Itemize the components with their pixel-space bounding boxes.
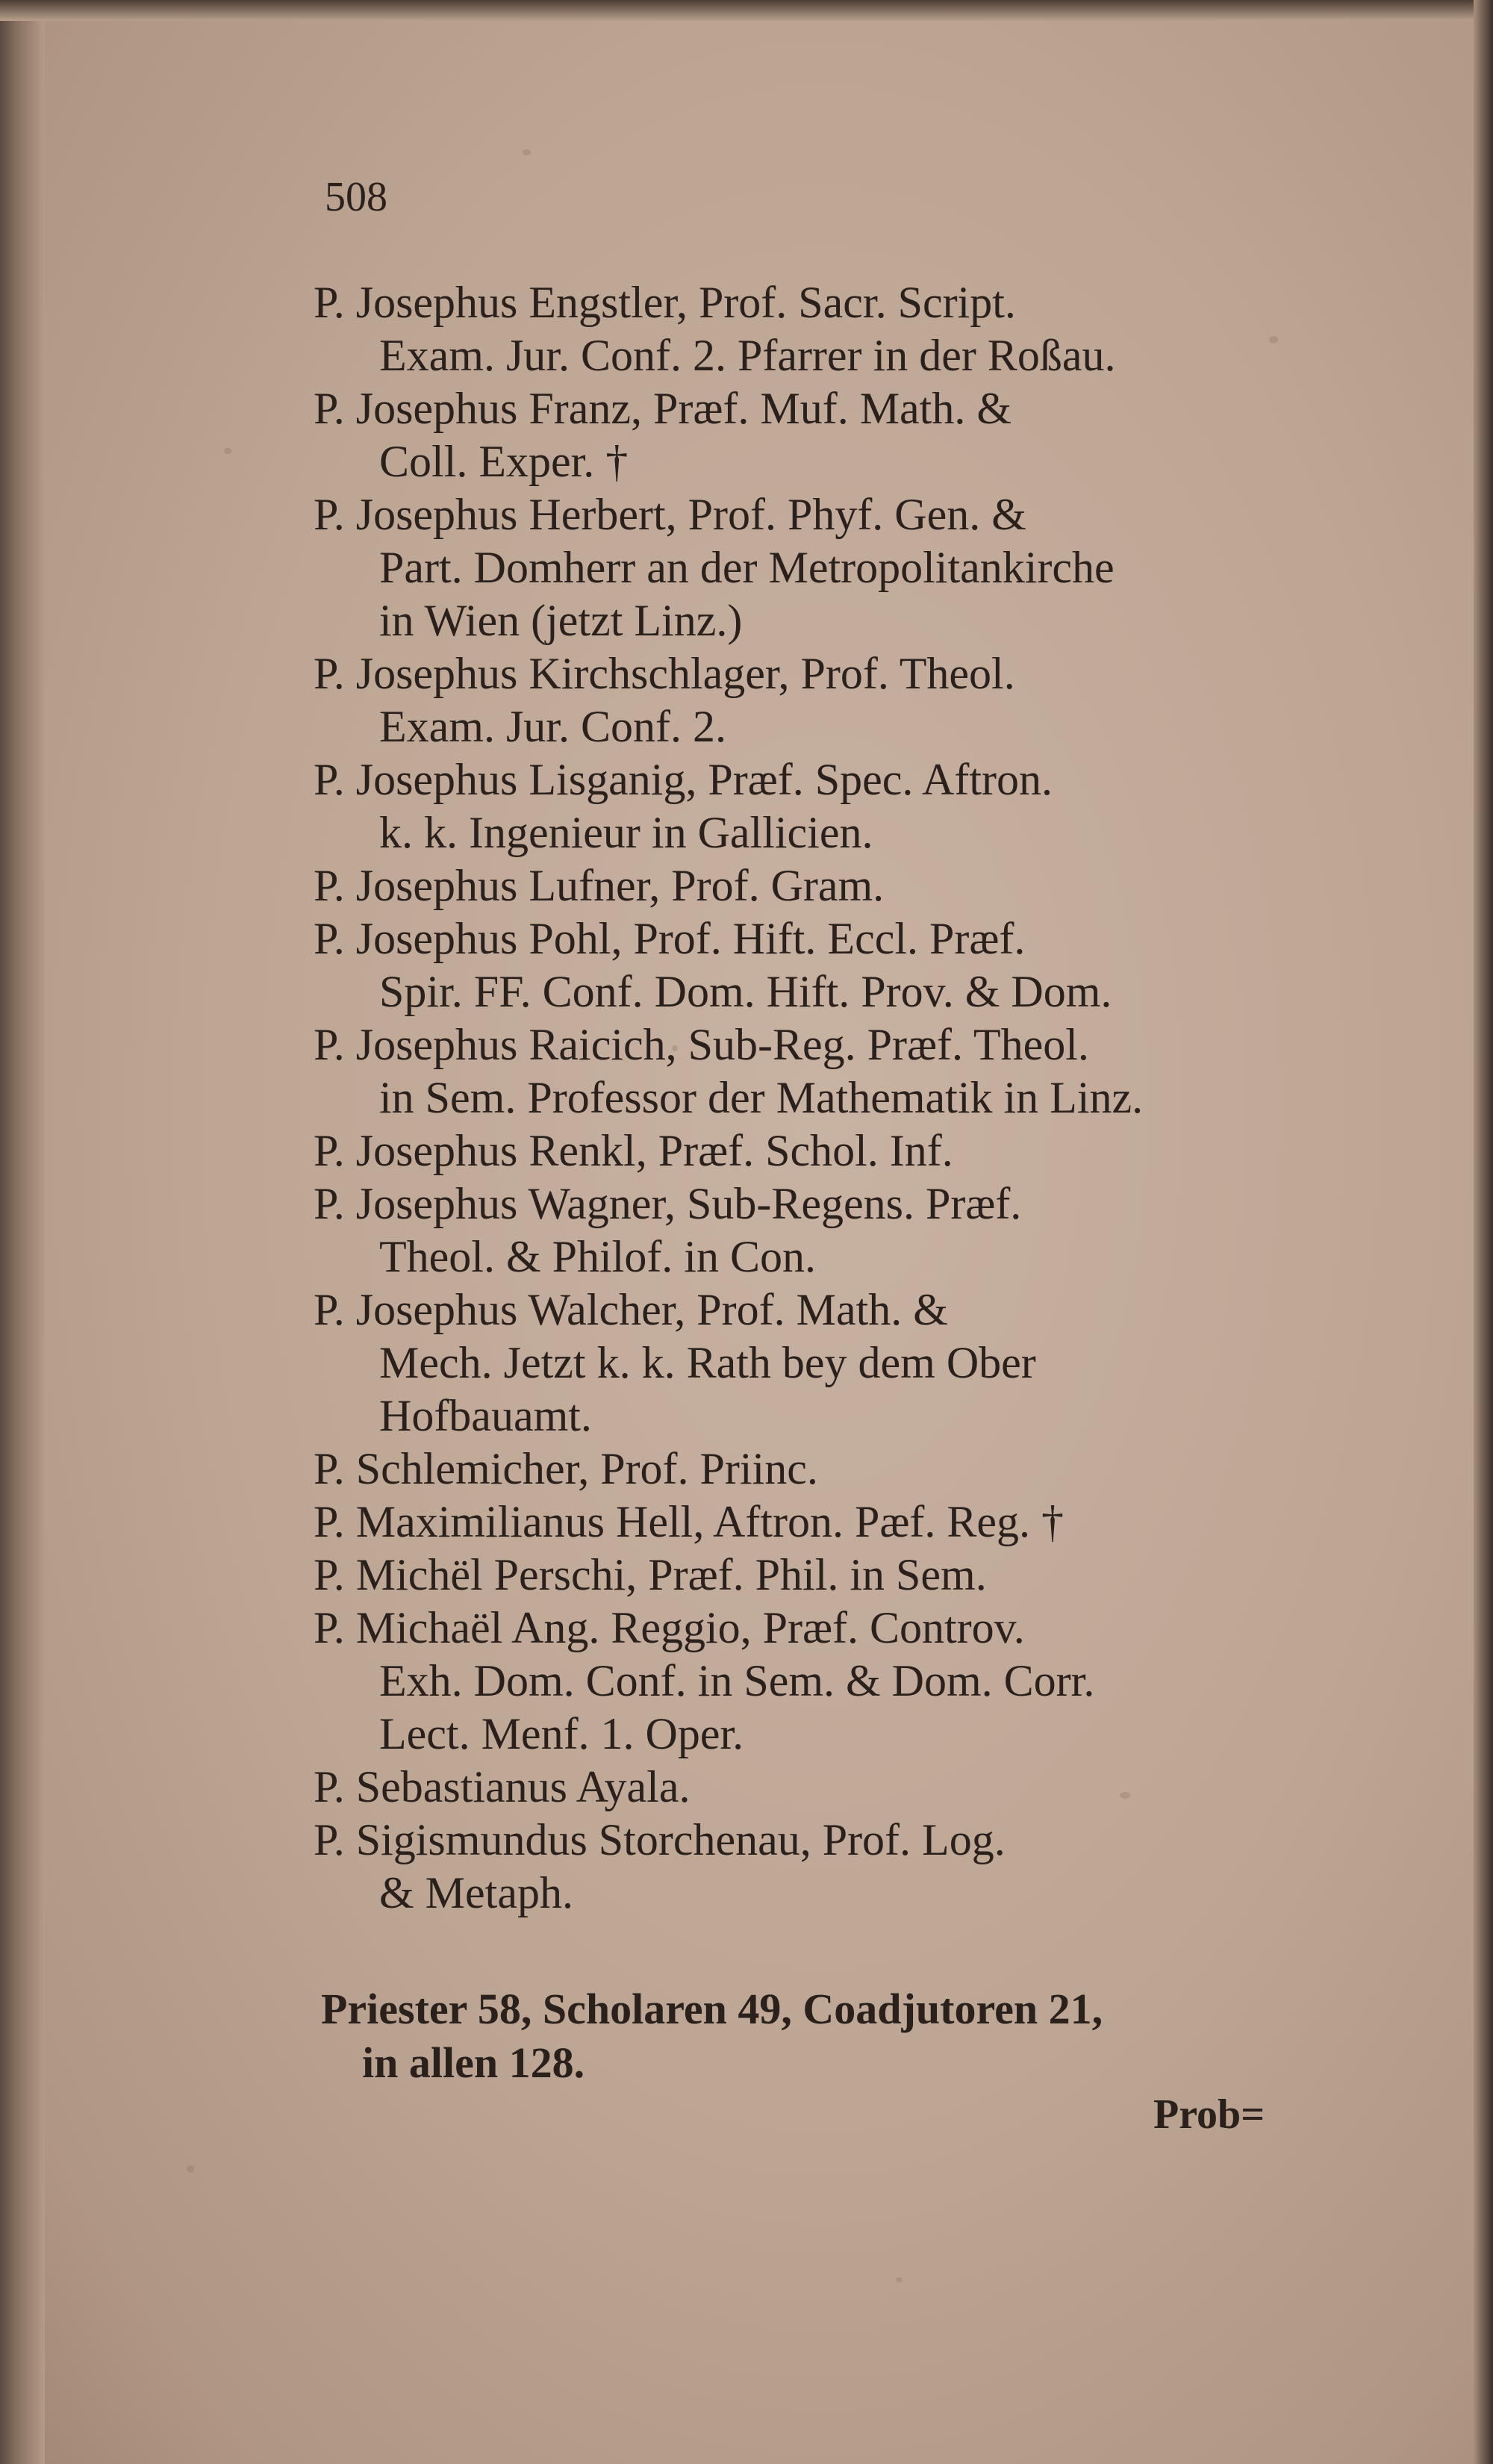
entry: [314, 1284, 1374, 1443]
entry: [314, 1124, 1374, 1177]
book-spine-shadow: [0, 0, 45, 2464]
entry-continuation-line: Part. Domherr an der Metropolitankirche: [379, 543, 1115, 592]
entry-first-line: P. Josephus Wagner, Sub-Regens. Præf.: [314, 1179, 1022, 1228]
entry-continuation-line: in Sem. Professor der Mathematik in Linz.: [379, 1073, 1144, 1122]
entry: [314, 276, 1374, 382]
entry-first-line: P. Josephus Franz, Præf. Muf. Math. &: [314, 384, 1012, 433]
entry-continuation-line: Coll. Exper. †: [379, 437, 629, 486]
entry-first-line: P. Sigismundus Storchenau, Prof. Log.: [314, 1815, 1006, 1864]
entry-first-line: P. Josephus Kirchschlager, Prof. Theol.: [314, 649, 1015, 698]
entry: [314, 1602, 1374, 1761]
entry: [314, 1814, 1374, 1920]
entry-first-line: P. Josephus Walcher, Prof. Math. &: [314, 1285, 948, 1334]
entry-first-line: P. Josephus Raicich, Sub-Reg. Præf. Theol.: [314, 1020, 1089, 1069]
entry: [314, 1177, 1374, 1284]
entry-continuation-line: in Wien (jetzt Linz.): [379, 596, 743, 645]
summary-line: in allen 128.: [362, 2038, 585, 2087]
paper-speck: [523, 149, 531, 155]
entry-first-line: P. Josephus Pohl, Prof. Hift. Eccl. Præf.: [314, 914, 1026, 963]
page-number: 508: [325, 174, 387, 220]
entry-first-line: P. Josephus Lisganig, Præf. Spec. Aftron.: [314, 755, 1053, 804]
entry-continuation-line: Exam. Jur. Conf. 2. Pfarrer in der Roßau.: [379, 331, 1116, 380]
entry: [314, 1496, 1374, 1549]
catchword: Prob=: [1153, 2091, 1265, 2138]
entry-first-line: P. Josephus Herbert, Prof. Phyf. Gen. &: [314, 490, 1026, 539]
entry-first-line: P. Sebastianus Ayala.: [314, 1762, 691, 1811]
entry-first-line: P. Josephus Lufner, Prof. Gram.: [314, 861, 885, 910]
entry-continuation-line: Lect. Menf. 1. Oper.: [379, 1709, 744, 1758]
entry-first-line: P. Maximilianus Hell, Aftron. Pæf. Reg. †: [314, 1497, 1064, 1546]
entry-continuation-line: Spir. FF. Conf. Dom. Hift. Prov. & Dom.: [379, 967, 1112, 1016]
entry: [314, 1549, 1374, 1602]
paper-speck: [224, 448, 231, 454]
entry: [314, 912, 1374, 1018]
entry: [314, 1761, 1374, 1814]
entry-continuation-line: Mech. Jetzt k. k. Rath bey dem Ober: [379, 1338, 1036, 1387]
summary-line: Priester 58, Scholaren 49, Coadjutoren 21,: [321, 1985, 1103, 2033]
entry-first-line: P. Michaël Ang. Reggio, Præf. Controv.: [314, 1603, 1025, 1652]
entry-first-line: P. Josephus Renkl, Præf. Schol. Inf.: [314, 1126, 953, 1175]
entry: [314, 753, 1374, 859]
entry: [314, 647, 1374, 753]
entry-list: [314, 276, 1374, 1920]
entry-continuation-line: Hofbauamt.: [379, 1391, 592, 1440]
entry-continuation-line: Exh. Dom. Conf. in Sem. & Dom. Corr.: [379, 1656, 1095, 1705]
entry-continuation-line: Theol. & Philof. in Con.: [379, 1232, 816, 1281]
entry-continuation-line: & Metaph.: [379, 1868, 573, 1917]
page-top-edge: [0, 0, 1493, 21]
entry: [314, 488, 1374, 647]
entry-continuation-line: k. k. Ingenieur in Gallicien.: [379, 808, 873, 857]
entry-first-line: P. Josephus Engstler, Prof. Sacr. Script.: [314, 278, 1016, 327]
entry-first-line: P. Michël Perschi, Præf. Phil. in Sem.: [314, 1550, 987, 1599]
entry-continuation-line: Exam. Jur. Conf. 2.: [379, 702, 726, 751]
summary-block: [321, 1982, 1366, 2090]
entry: [314, 1443, 1374, 1496]
paper-speck: [187, 2165, 194, 2173]
page-right-edge: [1474, 0, 1493, 2464]
entry: [314, 1018, 1374, 1124]
entry-first-line: P. Schlemicher, Prof. Priinc.: [314, 1444, 818, 1493]
entry: [314, 859, 1374, 912]
paper-speck: [896, 2277, 903, 2283]
entry: [314, 382, 1374, 488]
